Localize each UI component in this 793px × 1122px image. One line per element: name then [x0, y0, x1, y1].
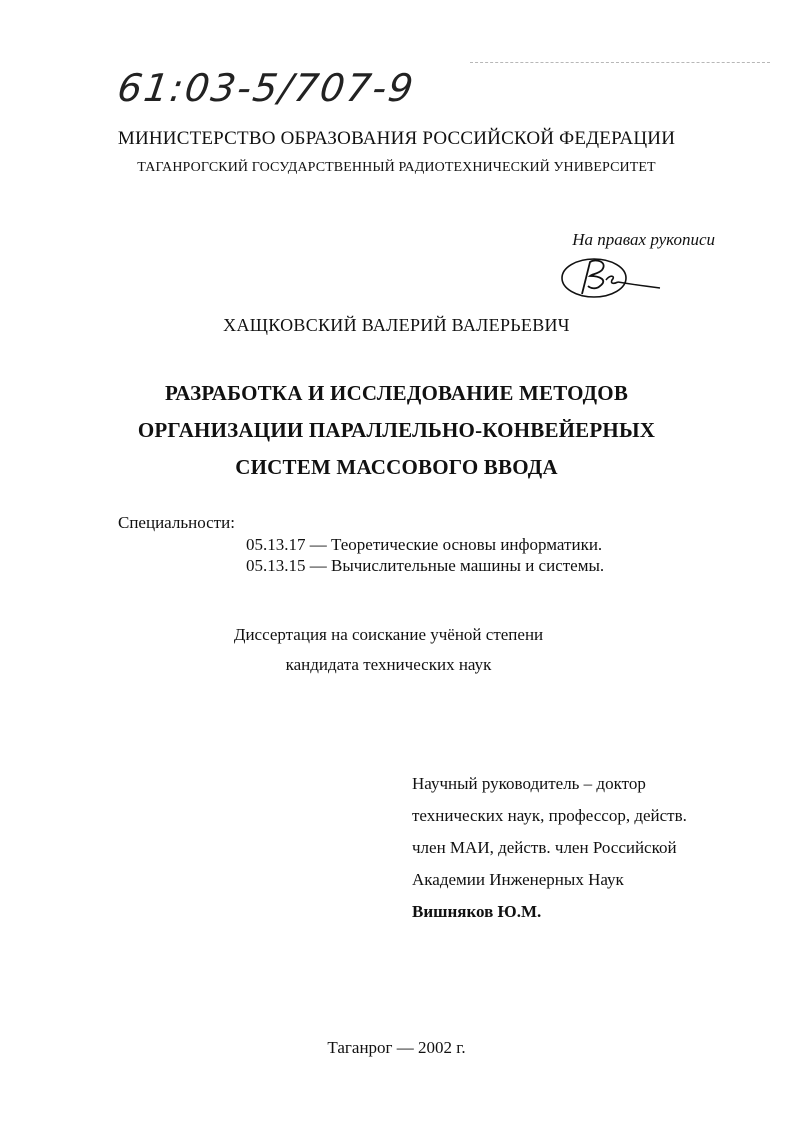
specialties-label: Специальности: [118, 513, 235, 532]
supervisor-line: член МАИ, действ. член Российской [412, 838, 677, 857]
dissertation-title [100, 375, 693, 486]
ministry-heading: МИНИСТЕРСТВО ОБРАЗОВАНИЯ РОССИЙСКОЙ ФЕДЕРАЦИИ [117, 128, 676, 149]
supervisor-line: Научный руководитель – доктор [412, 774, 646, 793]
title-line: ОРГАНИЗАЦИИ ПАРАЛЛЕЛЬНО-КОНВЕЙЕРНЫХ [137, 418, 656, 442]
supervisor-name: Вишняков Ю.М. [412, 902, 542, 921]
specialty-item: 05.13.15 — Вычислительные машины и системы. [246, 556, 605, 575]
degree-statement [0, 620, 793, 680]
title-line: РАЗРАБОТКА И ИССЛЕДОВАНИЕ МЕТОДОВ [164, 381, 629, 405]
signature-icon [556, 254, 666, 304]
city-year-footer: Таганрог — 2002 г. [327, 1038, 466, 1057]
degree-line: кандидата технических наук [285, 655, 492, 674]
scan-artifact-line [470, 62, 770, 63]
manuscript-rights-note: На правах рукописи [572, 230, 715, 249]
title-line: СИСТЕМ МАССОВОГО ВВОДА [235, 455, 558, 479]
supervisor-line: технических наук, профессор, действ. [412, 806, 687, 825]
university-heading: ТАГАНРОГСКИЙ ГОСУДАРСТВЕННЫЙ РАДИОТЕХНИЧЕСКИЙ УНИВЕРСИТЕТ [137, 160, 656, 175]
degree-line: Диссертация на соискание учёной степени [233, 625, 544, 644]
supervisor-line: Академии Инженерных Наук [412, 870, 624, 889]
archive-number-handwritten: 61:03-5/707-9 [114, 66, 418, 110]
specialty-item: 05.13.17 — Теоретические основы информатики. [246, 535, 603, 554]
supervisor-block [412, 768, 687, 928]
author-name: ХАЩКОВСКИЙ ВАЛЕРИЙ ВАЛЕРЬЕВИЧ [223, 315, 570, 335]
